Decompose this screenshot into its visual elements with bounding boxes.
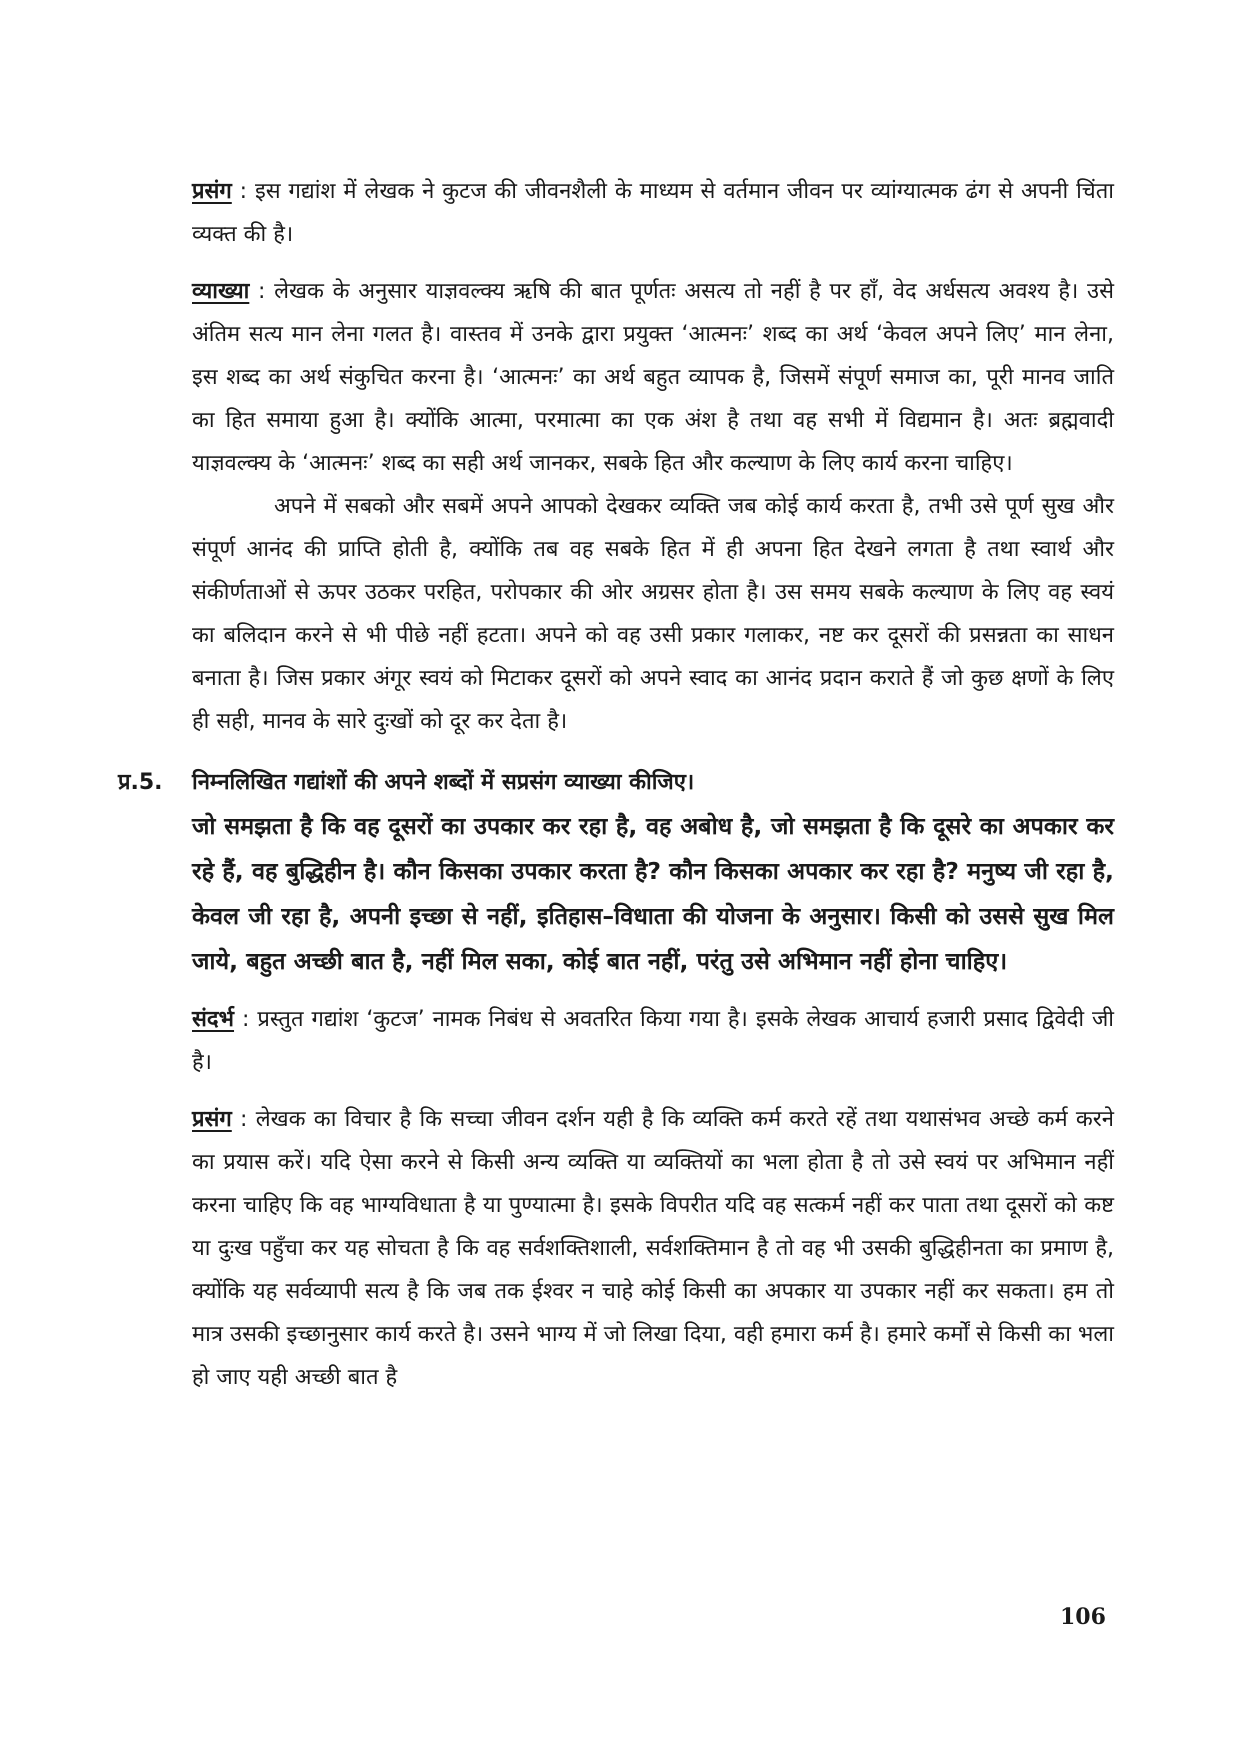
question-block xyxy=(118,761,1114,984)
prasang-text-2: : लेखक का विचार है कि सच्चा जीवन दर्शन यही है कि व्यक्ति कर्म करते रहें तथा यथासंभव अच्छे कर्म करने का प्रयास करें। यदि ऐसा करने से किसी अन्य व्यक्ति या व्यक्तियों का भला होता है तो उसे स्वयं पर अभिमान नहीं करना चाहिए कि वह भाग्यविधाता है या पुण्यात्मा है। इसके विपरीत यदि वह सत्कर्म नहीं कर पाता तथा दूसरों को कष्ट या दुःख पहुँचा कर यह सोचता है कि वह सर्वशक्तिशाली, सर्वशक्तिमान है तो वह भी उसकी बुद्धिहीनता का प्रमाण है, क्योंकि यह सर्वव्यापी सत्य है कि जब तक ईश्वर न चाहे कोई किसी का अपकार या उपकार नहीं कर सकता। हम तो मात्र उसकी इच्छानुसार कार्य करते है। उसने भाग्य में जो लिखा दिया, वही हमारा कर्म है। हमारे कर्मों से किसी का भला हो जाए यही अच्छी बात है xyxy=(192,1107,1114,1390)
body-paragraph: अपने में सबको और सबमें अपने आपको देखकर व्यक्ति जब कोई कार्य करता है, तभी उसे पूर्ण सुख और संपूर्ण आनंद की प्राप्ति होती है, क्योंकि तब वह सबके हित में ही अपना हित देखने लगता है तथा स्वार्थ और संकीर्णताओं से ऊपर उठकर परहित, परोपकार की ओर अग्रसर होता है। उस समय सबके कल्याण के लिए वह स्वयं का बलिदान करने से भी पीछे नहीं हटता। अपने को वह उसी प्रकार गलाकर, नष्ट कर दूसरों की प्रसन्नता का साधन बनाता है। जिस प्रकार अंगूर स्वयं को मिटाकर दूसरों को अपने स्वाद का आनंद प्रदान कराते हैं जो कुछ क्षणों के लिए ही सही, मानव के सारे दुःखों को दूर कर देता है। xyxy=(192,494,1114,734)
prasang-paragraph-2 xyxy=(192,1098,1114,1399)
sandarbh-paragraph xyxy=(192,998,1114,1084)
vyakhya-label: व्याख्या xyxy=(192,279,250,304)
page-content xyxy=(118,170,1114,1399)
question-heading: निम्नलिखित गद्यांशों की अपने शब्दों में सप्रसंग व्याख्या कीजिए। xyxy=(192,770,695,795)
page-number: 106 xyxy=(1060,1604,1106,1630)
vyakhya-paragraph xyxy=(192,270,1114,485)
prasang-label-2: प्रसंग xyxy=(192,1107,232,1132)
sandarbh-text: : प्रस्तुत गद्यांश ‘कुटज’ नामक निबंध से अवतरित किया गया है। इसके लेखक आचार्य हजारी प्रसाद द्विवेदी जी है। xyxy=(192,1007,1114,1075)
prasang-paragraph-1 xyxy=(192,170,1114,256)
question-passage: जो समझता है कि वह दूसरों का उपकार कर रहा है, वह अबोध है, जो समझता है कि दूसरे का अपकार कर रहे हैं, वह बुद्धिहीन है। कौन किसका उपकार करता है? कौन किसका अपकार कर रहा है? मनुष्य जी रहा है, केवल जी रहा है, अपनी इच्छा से नहीं, इतिहास–विधाता की योजना के अनुसार। किसी को उससे सुख मिल जाये, बहुत अच्छी बात है, नहीं मिल सका, कोई बात नहीं, परंतु उसे अभिमान नहीं होना चाहिए। xyxy=(192,812,1114,975)
sandarbh-label: संदर्भ xyxy=(192,1007,235,1032)
prasang-label: प्रसंग xyxy=(192,179,232,204)
question-number: प्र.5. xyxy=(118,770,163,795)
vyakhya-text: : लेखक के अनुसार याज्ञवल्क्य ऋषि की बात पूर्णतः असत्य तो नहीं है पर हाँ, वेद अर्धसत्य अवश्य है। उसे अंतिम सत्य मान लेना गलत है। वास्तव में उनके द्वारा प्रयुक्त ‘आत्मनः’ शब्द का अर्थ ‘केवल अपने लिए’ मान लेना, इस शब्द का अर्थ संकुचित करना है। ‘आत्मनः’ का अर्थ बहुत व्यापक है, जिसमें संपूर्ण समाज का, पूरी मानव जाति का हित समाया हुआ है। क्योंकि आत्मा, परमात्मा का एक अंश है तथा वह सभी में विद्यमान है। अतः ब्रह्मवादी याज्ञवल्क्य के ‘आत्मनः’ शब्द का सही अर्थ जानकर, सबके हित और कल्याण के लिए कार्य करना चाहिए। xyxy=(192,279,1114,476)
prasang-text: : इस गद्यांश में लेखक ने कुटज की जीवनशैली के माध्यम से वर्तमान जीवन पर व्यांग्यात्मक ढंग से अपनी चिंता व्यक्त की है। xyxy=(192,179,1114,247)
